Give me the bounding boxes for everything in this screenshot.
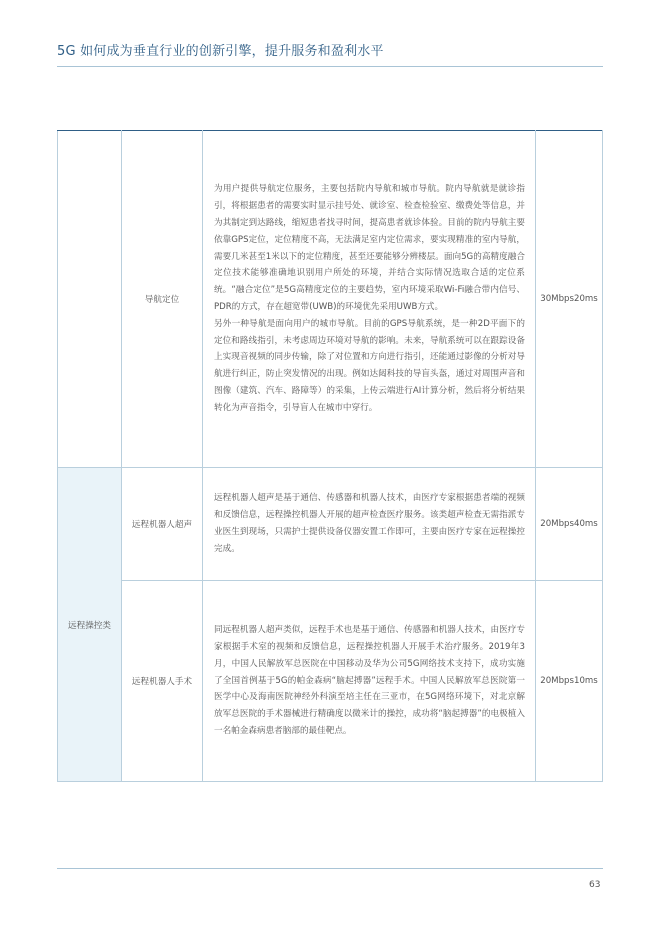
network-requirement: 20Mbps40ms — [536, 468, 603, 581]
description-text: 为用户提供导航定位服务，主要包括院内导航和城市导航。院内导航就是就诊指引，将根据患者的需要实时显示挂号处、就诊室、检查检验室、缴费处等信息，并为其制定到达路线，缩短患者找寻时间，提高患者就诊体验。目前的院内导航主要依靠GPS定位，定位精度不高，无法满足室内定位需求，要实现精准的室内导航，需要几米甚至1米以下的定位精度，甚至还要能够分辨楼层。面向5G的高精度融合定位技术能够准确地识别用户所处的环境，并结合实际情况选取合适的定位系统。“融合定位”是5G高精度定位的主要趋势，室内环境采取Wi-Fi融合带内信号、PDR的方式，存在超宽带(UWB)的环境优先采用UWB方式。 另外一种导航是面向用户的城市导航。目前的GPS导航系统，是一种2D平面下的定位和路线指引，未考虑周边环境对导航的影响。未来，导航系统可以在跟踪设备上实现音视频的同步传输，除了对位置和方向进行指引，还能通过影像的分析对导航进行纠正，防止突发情况的出现。例如达闼科技的导盲头盔，通过对周围声音和图像（建筑、汽车、路障等）的采集，上传云端进行AI计算分析，然后将分析结果转化为声音指令，引导盲人在城市中穿行。 — [214, 184, 525, 413]
use-case-name: 远程机器人手术 — [122, 581, 203, 782]
use-case-description — [203, 131, 536, 468]
table-row — [58, 581, 603, 782]
use-case-name: 远程机器人超声 — [122, 468, 203, 581]
page-number: 63 — [589, 880, 601, 890]
page-header-title: 5G 如何成为垂直行业的创新引擎，提升服务和盈利水平 — [57, 44, 384, 59]
header-divider — [57, 66, 603, 67]
use-case-name: 导航定位 — [122, 131, 203, 468]
category-cell — [58, 131, 122, 468]
use-case-description: 远程机器人超声是基于通信、传感器和机器人技术，由医疗专家根据患者端的视频和反馈信息，远程操控机器人开展的超声检查医疗服务。该类超声检查无需指派专业医生到现场，只需护士提供设备仪器安置工作即可，主要由医疗专家在远程操控完成。 — [203, 468, 536, 581]
network-requirement: 20Mbps10ms — [536, 581, 603, 782]
footer-divider — [57, 868, 603, 869]
table-row — [58, 468, 603, 581]
network-requirement: 30Mbps20ms — [536, 131, 603, 468]
use-case-table — [57, 130, 603, 782]
category-cell: 远程操控类 — [58, 468, 122, 782]
table-row — [58, 131, 603, 468]
use-case-description: 同远程机器人超声类似，远程手术也是基于通信、传感器和机器人技术，由医疗专家根据手术室的视频和反馈信息，远程操控机器人开展手术治疗服务。2019年3月，中国人民解放军总医院在中国移动及华为公司5G网络技术支持下，成功实施了全国首例基于5G的帕金森病“脑起搏器”远程手术。中国人民解放军总医院第一医学中心及海南医院神经外科演至培主任在三亚市，在5G网络环境下，对北京解放军总医院的手术器械进行精确度以微米计的操控，成功将“脑起搏器”的电极植入一名帕金森病患者脑部的最佳靶点。 — [203, 581, 536, 782]
